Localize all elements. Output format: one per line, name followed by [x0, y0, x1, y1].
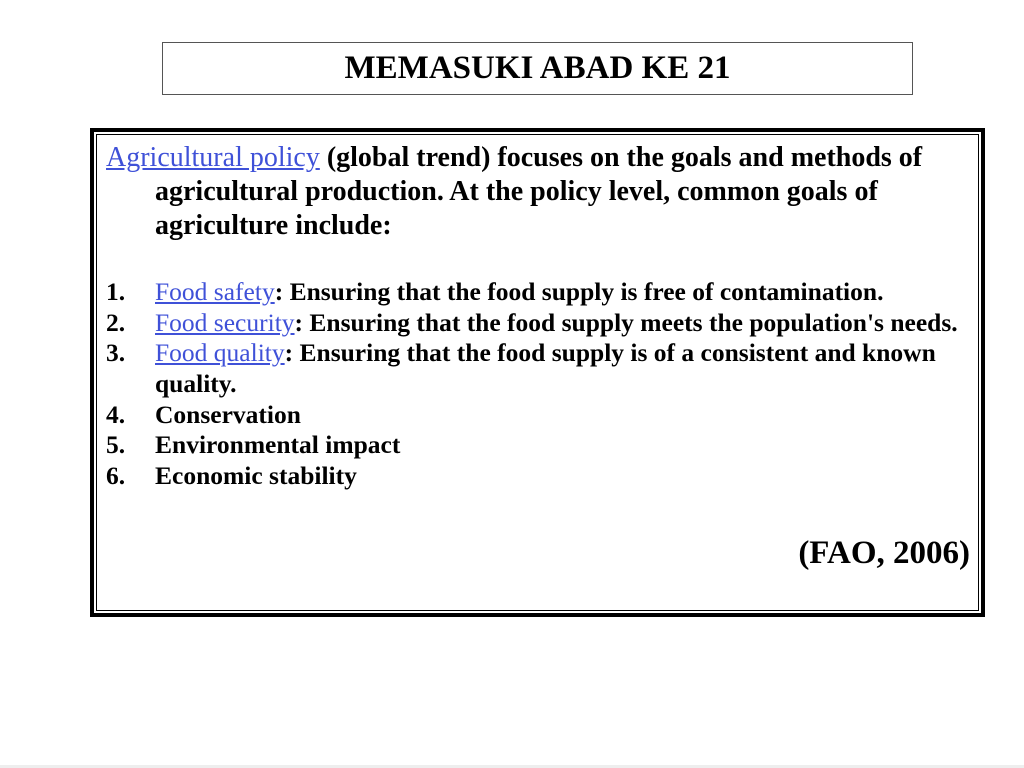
list-item-content [155, 308, 978, 339]
list-item-content [155, 338, 978, 399]
content-frame [90, 128, 985, 617]
list-item-number: 3. [106, 338, 126, 368]
list-item [106, 430, 978, 461]
list-item-number: 2. [106, 307, 126, 337]
citation: (FAO, 2006) [798, 535, 970, 571]
food-safety-link[interactable]: Food safety [155, 277, 275, 306]
list-item-text: Economic stability [155, 461, 357, 491]
list-item [106, 308, 978, 339]
food-quality-link[interactable]: Food quality [155, 338, 285, 368]
list-item [106, 277, 978, 308]
list-item [106, 461, 978, 492]
list-item-number: 1. [106, 277, 126, 306]
list-item-content [155, 277, 978, 308]
goals-list [106, 277, 978, 492]
list-item-text: : Ensuring that the food supply is of a consistent and known quality. [155, 338, 936, 399]
list-item-number: 4. [106, 399, 126, 429]
list-item-text: Environmental impact [155, 430, 401, 460]
list-item [106, 338, 978, 399]
list-item-number: 6. [106, 461, 126, 491]
intro-text: (global trend) focuses on the goals and methods of agricultural production. At the policy level, common goals of agriculture include: [155, 142, 923, 241]
list-item-text: : Ensuring that the food supply meets the population's needs. [294, 307, 958, 337]
slide-title-box [162, 42, 913, 95]
list-item-text: Conservation [155, 399, 301, 429]
intro-paragraph [106, 141, 978, 243]
list-item [106, 400, 978, 431]
slide-title: MEMASUKI ABAD KE 21 [344, 50, 731, 86]
food-security-link[interactable]: Food security [155, 307, 295, 337]
list-item-number: 5. [106, 430, 126, 460]
agricultural-policy-link[interactable]: Agricultural policy [106, 142, 320, 173]
list-item-text: : Ensuring that the food supply is free of contamination. [274, 277, 884, 306]
